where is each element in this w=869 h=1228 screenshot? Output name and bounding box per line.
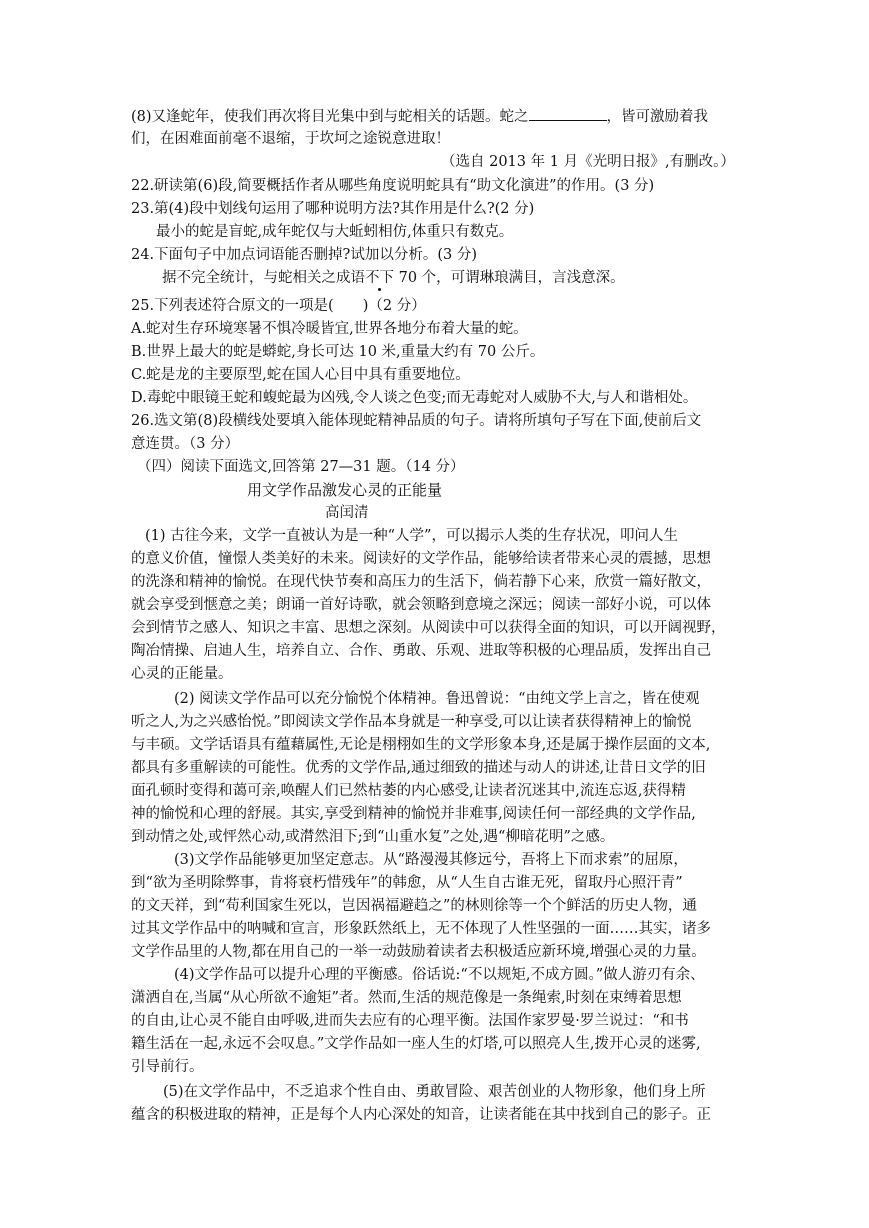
paragraph-line: 神的愉悦和心理的舒展。其实,享受到精神的愉悦并非难事,阅读任何一部经典的文学作品,: [131, 806, 696, 822]
paragraph-line: (1) 古往今来，文学一直被认为是一种“人学”，可以揭示人类的生存状况，叩问人生: [145, 528, 678, 544]
q21-part8-line2: 们，在困难面前毫不退缩，于坎坷之途锐意进取！: [131, 131, 450, 147]
question-25: 25.下列表述符合原文的一项是( )（2 分）: [131, 298, 426, 314]
question-23-quote: 最小的蛇是盲蛇,成年蛇仅与大蚯蚓相仿,体重只有数克。: [156, 224, 514, 240]
paragraph-line: 引导前行。: [131, 1059, 204, 1075]
paragraph-line: 就会享受到惬意之美；朗诵一首好诗歌，就会领略到意境之深远；阅读一部好小说，可以体: [131, 597, 711, 613]
paragraph-line: 面孔顿时变得和蔼可亲,唤醒人们已然枯萎的内心感受,让读者沉迷其中,流连忘返,获得精: [131, 783, 686, 799]
question-23: 23.第(4)段中划线句运用了哪种说明方法?其作用是什么?(2 分): [131, 201, 535, 217]
paragraph-line: 的文天祥，到“苟利国家生死以，岂因祸福避趋之”的林则徐等一个个鲜活的历史人物，通: [131, 898, 697, 914]
paragraph-line: 都具有多重解读的可能性。优秀的文学作品,通过细致的描述与动人的讲述,让昔日文学的旧: [131, 760, 706, 776]
section-4-heading: （四）阅读下面选文,回答第 27—31 题。（14 分）: [137, 459, 465, 475]
paragraph-line: 潇洒自在,当属“从心所欲不逾矩”者。然而,生活的规范像是一条绳索,时刻在束缚着思想: [131, 990, 682, 1006]
option-b: B.世界上最大的蛇是蟒蛇,身长可达 10 米,重量大约有 70 公斤。: [131, 344, 545, 360]
question-22: 22.研读第(6)段,简要概括作者从哪些角度说明蛇具有“助文化演进”的作用。(3 分): [131, 178, 655, 194]
question-26-line1: 26.选文第(8)段横线处要填入能体现蛇精神品质的句子。请将所填句子写在下面,使前后文: [131, 413, 702, 429]
paragraph-line: 到动情之处,或怦然心动,或潸然泪下;到“山重水复”之处,遇“柳暗花明”之感。: [131, 829, 615, 845]
paragraph-line: 蕴含的积极进取的精神，正是每个人内心深处的知音，让读者能在其中找到自己的影子。正: [131, 1107, 711, 1123]
paragraph-line: 过其文学作品中的呐喊和宣言，形象跃然纸上，无不体现了人性坚强的一面……其实，诸多: [131, 921, 711, 937]
article-title: 用文学作品激发心灵的正能量: [247, 481, 443, 499]
paragraph-line: 会到情节之感人、知识之丰富、思想之深刻。从阅读中可以获得全面的知识，可以开阔视野，: [131, 620, 726, 636]
option-a: A.蛇对生存环境寒暑不惧冷暖皆宜,世界各地分布着大量的蛇。: [131, 321, 528, 337]
article-author: 高闰清: [325, 505, 369, 521]
paragraph-line: 陶冶情操、启迪人生，培养自立、合作、勇敢、乐观、进取等积极的心理品质，发挥出自己: [131, 643, 711, 659]
paragraph-line: 的自由,让心灵不能自由呼吸,进而失去应有的心理平衡。法国作家罗曼·罗兰说过：“和书: [131, 1013, 689, 1029]
paragraph-line: 听之人,为之兴感怡悦。”即阅读文学作品本身就是一种享受,可以让读者获得精神上的愉悦: [131, 714, 692, 730]
paragraph-line: 文学作品里的人物,都在用自己的一举一动鼓励着读者去积极适应新环境,增强心灵的力量。: [131, 944, 706, 960]
paragraph-line: 的意义价值，憧憬人类美好的未来。阅读好的文学作品，能够给读者带来心灵的震撼，思想: [131, 551, 711, 567]
question-26-line2: 意连贯。（3 分）: [131, 436, 240, 452]
dotted-emphasis-word: 不下: [365, 270, 394, 286]
source-citation: （选自 2013 年 1 月《光明日报》,有删改。）: [441, 154, 735, 170]
paragraph-line: 的洗涤和精神的愉悦。在现代快节奏和高压力的生活下，倘若静下心来，欣赏一篇好散文，: [131, 574, 711, 590]
paragraph-line: (5)在文学作品中，不乏追求个性自由、勇敢冒险、艰苦创业的人物形象，他们身上所: [163, 1084, 706, 1100]
paragraph-line: (4)文学作品可以提升心理的平衡感。俗话说:“不以规矩,不成方圆。”做人游刃有余、: [174, 967, 705, 983]
paragraph-line: 到“欲为圣明除弊事，肯将衰朽惜残年”的韩愈，从“人生自古谁无死，留取丹心照汗青”: [131, 875, 683, 891]
option-c: C.蛇是龙的主要原型,蛇在国人心目中具有重要地位。: [131, 367, 470, 383]
paragraph-line: (3)文学作品能够更加坚定意志。从“路漫漫其修远兮，吾将上下而求索”的屈原，: [174, 852, 688, 868]
option-d: D.毒蛇中眼镜王蛇和蝮蛇最为凶残,令人谈之色变;而无毒蛇对人威胁不大,与人和谐相处。: [131, 390, 698, 406]
paragraph-line: 心灵的正能量。: [131, 666, 233, 682]
paragraph-line: (2) 阅读文学作品可以充分愉悦个体精神。鲁迅曾说：“由纯文学上言之，皆在使观: [174, 691, 700, 707]
q21-part8-line1: (8)又逢蛇年，使我们再次将目光集中到与蛇相关的话题。蛇之 ，皆可激励着我: [131, 106, 708, 127]
question-24-quote: 据不完全统计，与蛇相关之成语不下 70 个，可谓琳琅满目，言浅意深。: [162, 270, 625, 286]
fill-in-blank: [529, 106, 607, 121]
paragraph-line: 籍生活在一起,永远不会叹息。”文学作品如一座人生的灯塔,可以照亮人生,拨开心灵的迷雾,: [131, 1036, 701, 1052]
paragraph-line: 与丰硕。文学话语具有蕴藉属性,无论是栩栩如生的文学形象本身,还是属于操作层面的文本,: [131, 737, 711, 753]
question-24: 24.下面句子中加点词语能否删掉?试加以分析。(3 分): [131, 247, 477, 263]
